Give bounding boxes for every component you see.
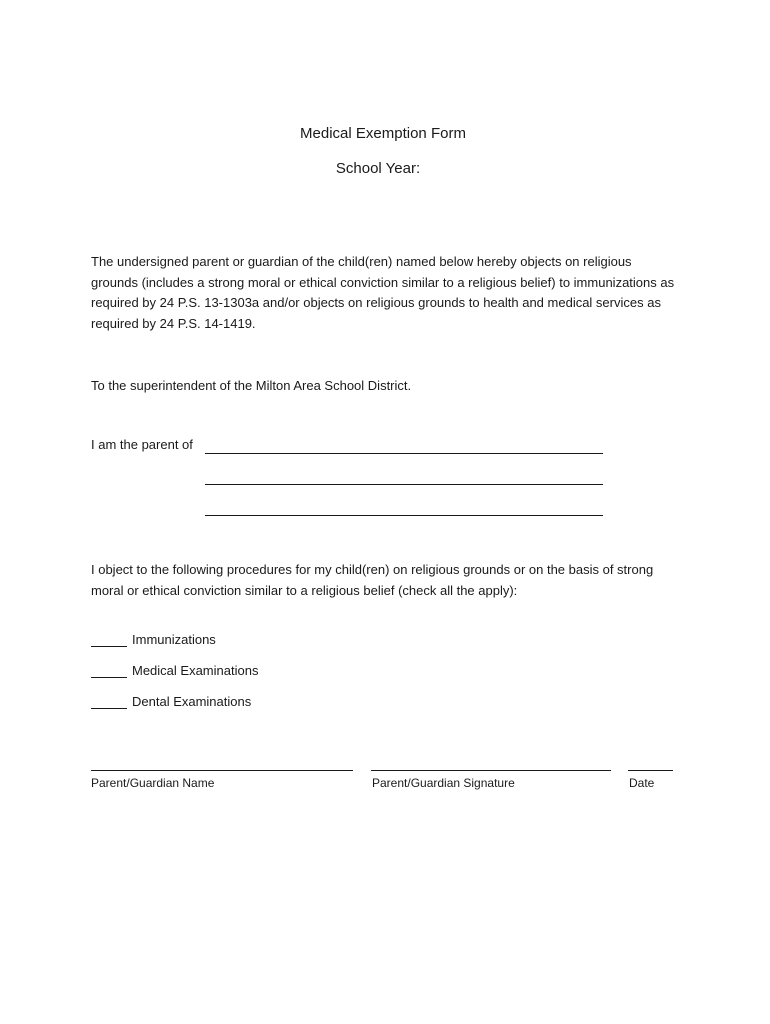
immunizations-check-blank[interactable] (91, 634, 127, 647)
procedure-label: Medical Examinations (132, 663, 259, 678)
procedure-row-medical (91, 663, 258, 678)
date-line[interactable] (628, 770, 673, 771)
child-name-line-1[interactable] (205, 453, 603, 454)
guardian-signature-line[interactable] (371, 770, 611, 771)
date-label: Date (629, 776, 655, 790)
guardian-signature-label: Parent/Guardian Signature (372, 776, 515, 790)
form-title: Medical Exemption Form (300, 125, 466, 142)
child-name-line-2[interactable] (205, 484, 603, 485)
parent-of-label: I am the parent of (91, 437, 193, 452)
guardian-name-line[interactable] (91, 770, 353, 771)
addressee-line: To the superintendent of the Milton Area School District. (91, 378, 412, 393)
child-name-line-3[interactable] (205, 515, 603, 516)
school-year-label: School Year: (335, 160, 421, 177)
procedure-row-dental (91, 694, 251, 709)
dental-check-blank[interactable] (91, 696, 127, 709)
medical-check-blank[interactable] (91, 665, 127, 678)
intro-paragraph: The undersigned parent or guardian of the child(ren) named below hereby objects on religious grounds (includes a strong moral or ethical conviction similar to a religious belief) to immunizations as required by 24 P.S. 13-1303a and/or objects on religious grounds to health and medical services as required by 24 P.S. 14-1419. (91, 254, 675, 331)
procedure-label: Immunizations (132, 632, 216, 647)
object-paragraph: I object to the following procedures for my child(ren) on religious grounds or on the basis of strong moral or ethical conviction similar to a religious belief (check all the apply): (91, 562, 654, 598)
procedure-row-immunizations (91, 632, 216, 647)
procedure-label: Dental Examinations (132, 694, 252, 709)
guardian-name-label: Parent/Guardian Name (91, 776, 215, 790)
